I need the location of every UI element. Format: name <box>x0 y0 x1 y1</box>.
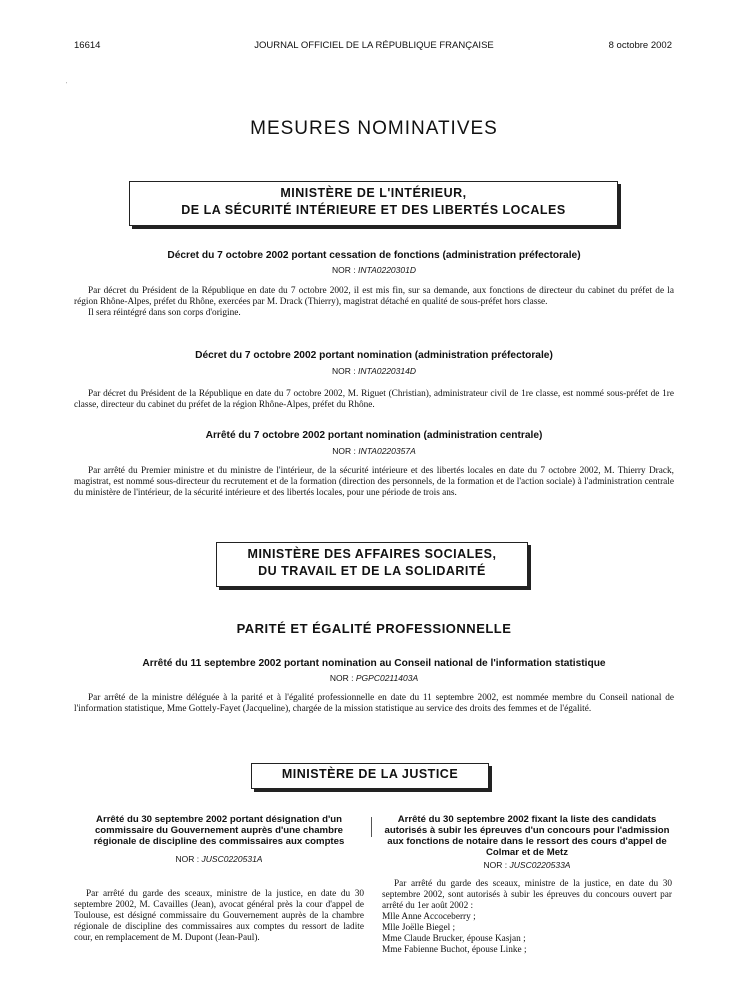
ministry-justice-box <box>251 763 489 789</box>
ministry-interior-line1: MINISTÈRE DE L'INTÉRIEUR, <box>280 186 467 200</box>
ministry-social-line1: MINISTÈRE DES AFFAIRES SOCIALES, <box>247 547 497 561</box>
act-heading: Arrêté du 11 septembre 2002 portant nomination au Conseil national de l'information statistique <box>142 658 606 669</box>
page-header <box>0 40 748 54</box>
nor-reference: NOR : INTA0220301D <box>332 265 416 275</box>
act-body <box>74 286 674 319</box>
act-body <box>74 466 674 499</box>
paragraph: Par arrêté du garde des sceaux, ministre de la justice, en date du 30 septembre 2002, M. Cavailles (Jean), avocat général près la cour d'appel de Toulouse, est désigné commissaire du Gouvernement auprès de la chambre régionale de discipline des commissaires aux comptes du ressort de ladite cour, en remplacement de M. Dupont (Jean-Paul). <box>74 889 364 943</box>
list-item: Mlle Anne Accoceberry ; <box>382 912 476 922</box>
paragraph: Il sera réintégré dans son corps d'origine. <box>88 308 241 318</box>
paragraph: Par décret du Président de la République en date du 7 octobre 2002, il est mis fin, sur sa demande, aux fonctions de directeur du cabinet du préfet de la région Rhône-Alpes, préfet du Rhône, exercées par M. Drack (Thierry), magistrat détaché en qualité de sous-préfet hors classe. <box>74 286 674 307</box>
nor-reference: NOR : INTA0220357A <box>332 446 416 456</box>
nor-code: PGPC0211403A <box>355 673 419 683</box>
ministry-interior-line2: DE LA SÉCURITÉ INTÉRIEURE ET DES LIBERTÉS LOCALES <box>181 203 566 217</box>
nor-reference: NOR : INTA0220314D <box>332 366 416 376</box>
journal-name: JOURNAL OFFICIEL DE LA RÉPUBLIQUE FRANÇAISE <box>254 40 494 51</box>
act-body <box>74 693 674 715</box>
ministry-social-affairs-box <box>216 542 528 587</box>
nor-code: JUSC0220533A <box>509 860 571 870</box>
paragraph: Par arrêté de la ministre déléguée à la parité et à l'égalité professionnelle en date du 11 septembre 2002, est nommée membre du Conseil national de l'information statistique, Mme Gottely-Fayet (Jacqueline), chargée de la mission statistique au service des droits des femmes et de l'égalité. <box>74 693 674 714</box>
nor-reference: NOR : PGPC0211403A <box>329 673 419 683</box>
list-item: Mme Fabienne Buchot, épouse Linke ; <box>382 945 527 955</box>
nor-reference: NOR : JUSC0220531A <box>175 854 263 864</box>
column-divider <box>371 817 372 837</box>
act-heading: Arrêté du 30 septembre 2002 fixant la liste des candidats autorisés à subir les épreuves d'un concours pour l'admission aux fonctions de notaire dans le ressort des cours d'appel de Colmar et de Metz <box>384 814 670 858</box>
act-heading: Arrêté du 30 septembre 2002 portant désignation d'un commissaire du Gouvernement auprès d'une chambre régionale de discipline des commissaires aux comptes <box>93 814 345 847</box>
act-body <box>382 879 672 956</box>
nor-code: JUSC0220531A <box>201 854 263 864</box>
act-body <box>74 889 364 944</box>
page-number: 16614 <box>74 40 101 51</box>
ministry-interior-box <box>129 181 618 226</box>
paragraph: Par décret du Président de la République en date du 7 octobre 2002, M. Riguet (Christian), administrateur civil de 1re classe, est nommé sous-préfet de 1re classe, directeur du cabinet du préfet de la région Rhône-Alpes, préfet du Rhône. <box>74 389 674 410</box>
list-item: Mme Claude Brucker, épouse Kasjan ; <box>382 934 526 944</box>
act-heading: Arrêté du 7 octobre 2002 portant nomination (administration centrale) <box>205 430 543 441</box>
act-body <box>74 389 674 411</box>
nor-code: INTA0220357A <box>358 446 416 456</box>
ministry-social-line2: DU TRAVAIL ET DE LA SOLIDARITÉ <box>258 564 486 578</box>
section-title: PARITÉ ET ÉGALITÉ PROFESSIONNELLE <box>236 621 512 636</box>
page-title: MESURES NOMINATIVES <box>250 118 498 139</box>
list-item: Mlle Joëlle Biegel ; <box>382 923 456 933</box>
candidate-list <box>382 912 672 956</box>
act-heading: Décret du 7 octobre 2002 portant nomination (administration préfectorale) <box>195 350 553 361</box>
left-column <box>74 814 364 944</box>
paragraph: Par arrêté du garde des sceaux, ministre de la justice, en date du 30 septembre 2002, sont autorisés à subir les épreuves du concours ouvert par arrêté du 1er août 2002 : <box>382 879 672 911</box>
issue-date: 8 octobre 2002 <box>608 40 672 51</box>
nor-code: INTA0220301D <box>358 265 416 275</box>
nor-reference: NOR : JUSC0220533A <box>483 860 571 870</box>
ministry-justice-title: MINISTÈRE DE LA JUSTICE <box>281 767 459 781</box>
nor-code: INTA0220314D <box>358 366 416 376</box>
margin-mark: ' <box>66 82 68 88</box>
paragraph: Par arrêté du Premier ministre et du ministre de l'intérieur, de la sécurité intérieure et des libertés locales en date du 7 octobre 2002, M. Thierry Drack, magistrat, est nommé sous-directeur du recrutement et de la formation (direction des personnels, de la formation et de l'action sociale) à l'administration centrale du ministère de l'intérieur, de la sécurité intérieure et des libertés locales, pour une période de trois ans. <box>74 466 674 498</box>
act-heading: Décret du 7 octobre 2002 portant cessation de fonctions (administration préfectorale) <box>167 250 581 261</box>
right-column <box>382 814 672 956</box>
